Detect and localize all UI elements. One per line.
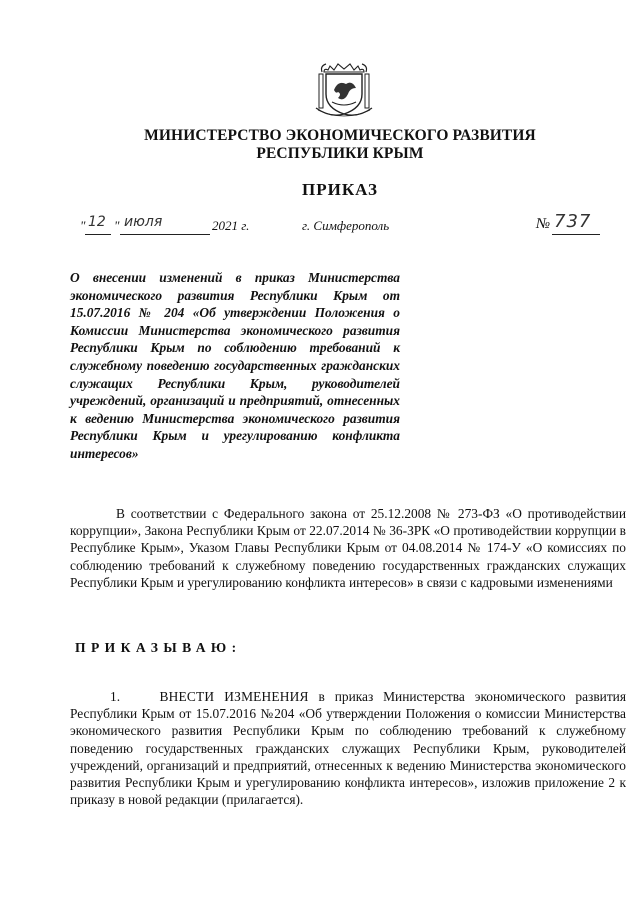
ministry-name-line2: РЕСПУБЛИКИ КРЫМ xyxy=(256,145,424,162)
month-underline xyxy=(120,234,210,235)
number-sign: № xyxy=(536,216,551,232)
day-underline xyxy=(85,234,111,235)
order-number-handwritten: 737 xyxy=(554,211,592,232)
order-subject-heading: О внесении изменений в приказ Министерства экономического развития Республики Крым от 15.07.2016 № 204 «Об утверждении Положения о Комиссии Министерства экономического развития Республики Крым по соблюдению требований к служебному поведению государственных гражданских служащих Республики Крым, руководителей учреждений, организаций и предприятий, отнесенных к ведению Министерства экономического развития Республики Крым и урегулированию конфликта интересов» xyxy=(70,270,400,461)
order-word-heading: ПРИКАЗЫВАЮ: xyxy=(75,640,242,655)
coat-of-arms-emblem xyxy=(312,58,376,120)
ministry-name-line1: МИНИСТЕРСТВО ЭКОНОМИЧЕСКОГО РАЗВИТИЯ xyxy=(144,127,536,144)
date-open-quote: " xyxy=(80,218,86,233)
point-number: 1. xyxy=(110,689,121,704)
date-month-handwritten: июля xyxy=(124,214,163,230)
point-lead: ВНЕСТИ ИЗМЕНЕНИЯ xyxy=(159,689,309,704)
preamble-paragraph: В соответствии с Федерального закона от 25.12.2008 № 273-ФЗ «О противодействии коррупции», Закона Республики Крым от 22.07.2014 № 36-ЗРК «О противодействии коррупции в Республике Крым», Указом Главы Республики Крым от 04.08.2014 № 174-У «О комиссиях по соблюдению требований к служебному поведению государственных гражданских служащих Республики Крым и урегулированию конфликта интересов» в связи с кадровыми изменениями xyxy=(70,506,626,590)
date-day-handwritten: 12 xyxy=(88,214,106,230)
document-type-title: ПРИКАЗ xyxy=(302,180,378,199)
issue-city: г. Симферополь xyxy=(302,218,390,233)
date-year: 2021 г. xyxy=(212,218,250,233)
number-underline xyxy=(552,234,600,235)
date-close-quote: " xyxy=(114,218,120,233)
order-point-1 xyxy=(70,688,626,808)
point-text: в приказ Министерства экономического развития Республики Крым от 15.07.2016 №204 «Об утверждении Положения о комиссии Министерства экономического развития Республики Крым по соблюдению требований к служебному поведению государственных гражданских служащих Республики Крым, руководителей учреждений, организаций и предприятий, отнесенных к ведению Министерства экономического развития Республики Крым и урегулированию конфликта интересов», изложив приложение 2 к приказу в новой редакции (прилагается). xyxy=(70,689,626,808)
